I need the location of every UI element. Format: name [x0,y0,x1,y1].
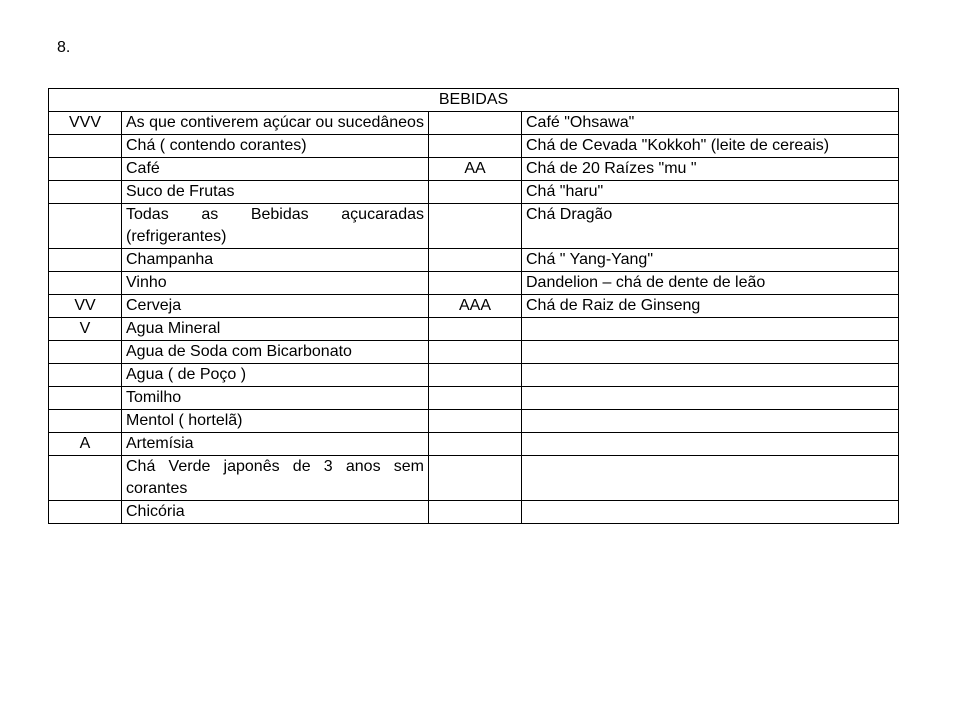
left-grade-cell: V [49,318,122,341]
left-item-cell: Chicória [122,501,429,524]
right-grade-cell [429,204,522,249]
left-item-cell: Todas as Bebidas açucaradas (refrigerantes) [122,204,429,249]
left-item-cell: Agua de Soda com Bicarbonato [122,341,429,364]
beverages-table [48,88,899,524]
table-row [49,135,899,158]
right-item-cell: Chá de Cevada "Kokkoh" (leite de cereais) [522,135,899,158]
right-grade-cell [429,249,522,272]
left-item-cell: Champanha [122,249,429,272]
table-row [49,341,899,364]
right-grade-cell [429,456,522,501]
right-grade-cell [429,410,522,433]
right-item-cell [522,387,899,410]
table-row [49,204,899,249]
right-item-cell [522,364,899,387]
table-row [49,501,899,524]
left-grade-cell [49,341,122,364]
left-item-cell: Agua Mineral [122,318,429,341]
left-grade-cell: VVV [49,112,122,135]
right-grade-cell [429,181,522,204]
left-item-cell: Suco de Frutas [122,181,429,204]
left-grade-cell [49,204,122,249]
right-grade-cell [429,364,522,387]
right-item-cell: Chá Dragão [522,204,899,249]
left-grade-cell [49,158,122,181]
right-item-cell: Café "Ohsawa" [522,112,899,135]
table-row [49,112,899,135]
left-item-cell: Café [122,158,429,181]
left-item-cell: Chá ( contendo corantes) [122,135,429,158]
right-grade-cell [429,341,522,364]
right-item-cell [522,410,899,433]
left-item-cell: Mentol ( hortelã) [122,410,429,433]
right-item-cell: Chá de Raiz de Ginseng [522,295,899,318]
left-grade-cell: VV [49,295,122,318]
table-row [49,272,899,295]
left-grade-cell [49,272,122,295]
right-grade-cell: AAA [429,295,522,318]
left-grade-cell [49,410,122,433]
right-item-cell [522,456,899,501]
left-grade-cell [49,364,122,387]
table-row [49,387,899,410]
right-grade-cell [429,112,522,135]
left-grade-cell [49,387,122,410]
table-row [49,249,899,272]
right-item-cell: Chá de 20 Raízes "mu " [522,158,899,181]
table-row [49,456,899,501]
left-grade-cell [49,249,122,272]
left-grade-cell [49,181,122,204]
right-item-cell [522,433,899,456]
table-row [49,433,899,456]
right-grade-cell [429,318,522,341]
table-row [49,295,899,318]
right-item-cell [522,501,899,524]
table-row [49,181,899,204]
right-grade-cell [429,135,522,158]
right-item-cell: Chá " Yang-Yang" [522,249,899,272]
right-grade-cell [429,501,522,524]
right-grade-cell [429,387,522,410]
table-title: BEBIDAS [49,89,899,112]
right-grade-cell [429,433,522,456]
left-item-cell: Agua ( de Poço ) [122,364,429,387]
left-item-cell: Vinho [122,272,429,295]
left-grade-cell: A [49,433,122,456]
table-row [49,318,899,341]
table-body [49,112,899,524]
left-item-cell: Artemísia [122,433,429,456]
right-item-cell [522,318,899,341]
left-grade-cell [49,501,122,524]
left-item-cell: As que contiverem açúcar ou sucedâneos [122,112,429,135]
table-row [49,158,899,181]
left-grade-cell [49,135,122,158]
right-grade-cell [429,272,522,295]
left-item-cell: Chá Verde japonês de 3 anos sem corantes [122,456,429,501]
right-item-cell [522,341,899,364]
item-number: 8. [57,39,71,56]
left-item-cell: Cerveja [122,295,429,318]
left-grade-cell [49,456,122,501]
right-grade-cell: AA [429,158,522,181]
table-row [49,410,899,433]
right-item-cell: Chá "haru" [522,181,899,204]
table-row [49,364,899,387]
right-item-cell: Dandelion – chá de dente de leão [522,272,899,295]
left-item-cell: Tomilho [122,387,429,410]
table-header-row [49,89,899,112]
